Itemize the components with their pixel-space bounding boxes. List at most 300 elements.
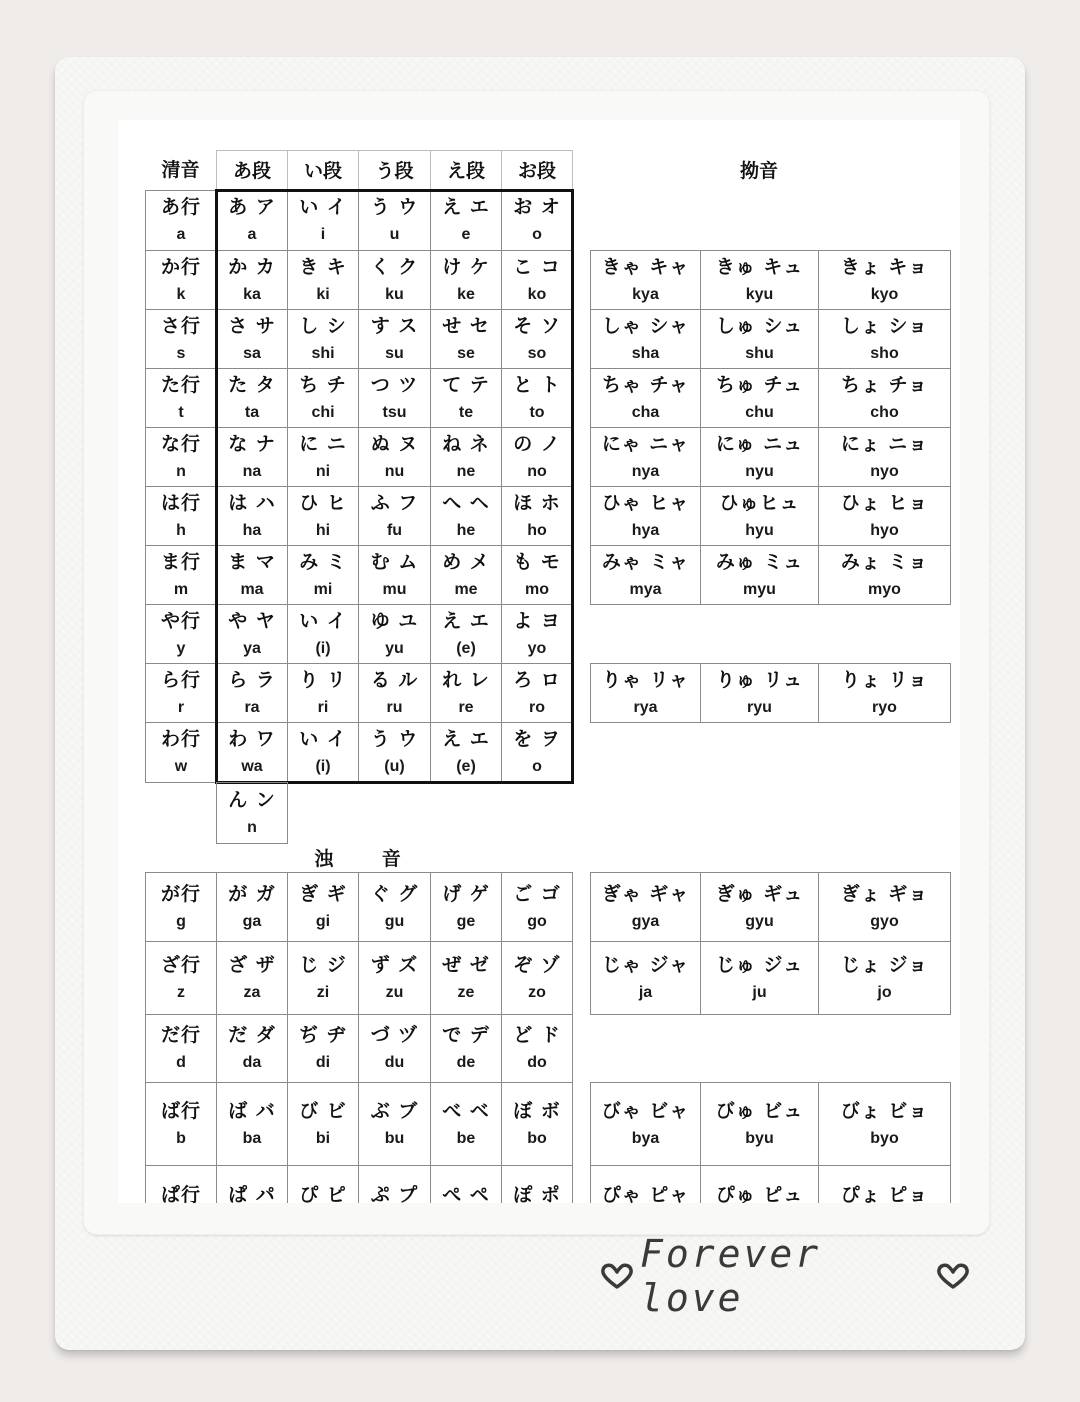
romaji-text: u — [389, 226, 400, 243]
kana-text: え エ — [442, 196, 490, 218]
row-label — [145, 1014, 217, 1083]
column-header — [358, 150, 431, 191]
romaji-text: byu — [745, 1129, 774, 1147]
kana-text: ぴ ピ — [299, 1183, 347, 1203]
romaji-text: hyu — [745, 521, 774, 539]
kana-cell — [501, 190, 573, 251]
kana-text: ぎ ギ — [299, 882, 347, 905]
kana-text: か行 — [160, 255, 201, 278]
kana-cell — [216, 1014, 288, 1083]
romaji-text: (e) — [456, 639, 476, 657]
yoon-cell — [700, 427, 819, 487]
yoon-cell — [700, 1165, 819, 1203]
romaji-text: bi — [315, 1129, 331, 1147]
kana-text: ぢ ヂ — [299, 1024, 347, 1046]
kana-cell — [430, 250, 502, 310]
row-label — [145, 941, 217, 1015]
kana-cell — [430, 427, 502, 487]
kana-cell — [501, 1014, 573, 1083]
romaji-text: ma — [240, 580, 264, 598]
romaji-text: ko — [527, 285, 547, 303]
kana-text: け ケ — [442, 255, 490, 278]
romaji-text: k — [176, 285, 186, 303]
dakuon-title-text: 浊 音 — [314, 847, 403, 870]
yoon-cell — [818, 1082, 951, 1166]
row-label — [145, 427, 217, 487]
kana-cell — [430, 545, 502, 605]
romaji-text: bo — [527, 1129, 547, 1147]
kana-cell — [358, 604, 431, 664]
kana-text: え エ — [442, 609, 490, 632]
romaji-text: ho — [527, 521, 547, 539]
romaji-text: kyo — [870, 285, 899, 303]
heart-icon — [936, 1262, 970, 1290]
kana-text: にゃ ニャ — [601, 432, 690, 455]
romaji-text: ryo — [872, 698, 897, 716]
romaji-text: nyu — [745, 462, 774, 480]
kana-cell — [501, 1082, 573, 1166]
romaji-text: ze — [457, 983, 475, 1001]
kana-text: の ノ — [513, 432, 561, 455]
yoon-cell — [700, 250, 819, 310]
kana-cell — [501, 368, 573, 428]
kana-text: ぴゃ ピャ — [601, 1183, 690, 1203]
kana-text: み ミ — [299, 550, 347, 573]
romaji-text: ka — [243, 285, 261, 303]
romaji-text: di — [315, 1054, 331, 1071]
kana-text: ぱ行 — [160, 1183, 201, 1203]
romaji-text: gu — [384, 912, 405, 930]
kana-cell — [430, 368, 502, 428]
kana-cell — [358, 722, 431, 783]
kana-text: ひゅヒュ — [719, 491, 800, 514]
kana-text: じ ジ — [299, 953, 347, 976]
column-header — [216, 150, 288, 191]
kana-cell — [287, 309, 359, 369]
kana-text: ぼ ボ — [513, 1099, 561, 1122]
romaji-text: e — [461, 226, 471, 243]
kana-text: みゃ ミャ — [601, 550, 690, 573]
romaji-text: te — [458, 403, 474, 421]
kana-cell — [430, 190, 502, 251]
kana-text: こ コ — [513, 255, 561, 278]
kana-text: む ム — [370, 550, 419, 573]
romaji-text: gyo — [870, 912, 899, 930]
kana-cell — [358, 368, 431, 428]
kana-text: れ レ — [442, 668, 490, 691]
romaji-text: ja — [638, 983, 653, 1001]
romaji-text: n — [176, 462, 186, 480]
kana-cell — [358, 545, 431, 605]
romaji-text: mya — [629, 580, 662, 598]
romaji-text: yo — [527, 639, 547, 657]
kana-cell — [358, 250, 431, 310]
romaji-text: t — [178, 403, 184, 421]
romaji-text: re — [458, 698, 474, 716]
kana-text: りょ リョ — [840, 668, 929, 691]
romaji-text: n — [247, 818, 257, 836]
kana-text: ぶ ブ — [370, 1099, 419, 1122]
kana-text: べ ベ — [442, 1099, 490, 1122]
yoon-cell — [590, 545, 701, 605]
kana-text: え エ — [442, 728, 490, 750]
romaji-text: jo — [877, 983, 892, 1001]
kana-text: が行 — [160, 882, 201, 905]
kana-text: ぎょ ギョ — [840, 882, 929, 905]
kana-cell — [216, 1165, 288, 1203]
kana-text: ら ラ — [228, 668, 276, 691]
romaji-text: ro — [529, 698, 545, 716]
column-header — [501, 150, 573, 191]
kana-text: つ ツ — [370, 373, 419, 396]
kana-cell — [287, 190, 359, 251]
kana-cell — [216, 663, 288, 723]
kana-text: ら行 — [160, 668, 201, 691]
romaji-text: a — [247, 226, 257, 243]
kana-text: ば行 — [160, 1099, 201, 1122]
row-label — [145, 190, 217, 251]
romaji-text: ju — [752, 983, 767, 1001]
kana-cell — [430, 486, 502, 546]
kana-text: ぷ プ — [370, 1183, 419, 1203]
kana-text: しょ ショ — [840, 314, 929, 337]
romaji-text: b — [176, 1129, 186, 1147]
romaji-text: w — [174, 758, 188, 775]
romaji-text: ki — [316, 285, 330, 303]
yoon-cell — [700, 1082, 819, 1166]
kana-text: へ ヘ — [442, 491, 490, 514]
kana-text: く ク — [370, 255, 419, 278]
kana-text: ど ド — [513, 1024, 561, 1046]
kana-cell — [430, 309, 502, 369]
romaji-text: kyu — [745, 285, 774, 303]
kana-text: と ト — [513, 373, 561, 396]
kana-text: た タ — [228, 373, 276, 396]
romaji-text: no — [527, 462, 547, 480]
column-header-text: あ段 — [232, 159, 271, 182]
kana-text: ざ行 — [160, 953, 201, 976]
romaji-text: o — [532, 226, 542, 243]
kana-cell — [216, 309, 288, 369]
romaji-text: hi — [315, 521, 331, 539]
kana-text: しゃ シャ — [601, 314, 690, 337]
yoon-cell — [818, 941, 951, 1015]
kana-text: ん ン — [228, 788, 276, 811]
kana-text: は行 — [160, 491, 201, 514]
kana-text: な行 — [160, 432, 201, 455]
kana-text: ず ズ — [370, 953, 419, 976]
kana-cell — [216, 427, 288, 487]
kana-text: りゃ リャ — [601, 668, 690, 691]
kana-text: ひ ヒ — [299, 491, 347, 514]
kana-text: じゃ ジャ — [601, 953, 690, 976]
yoon-cell — [590, 250, 701, 310]
romaji-text: to — [529, 403, 545, 421]
romaji-text: he — [456, 521, 476, 539]
kana-text: びゃ ビャ — [601, 1099, 690, 1122]
romaji-text: go — [527, 912, 547, 930]
kana-cell — [216, 1082, 288, 1166]
kana-text: ひょ ヒョ — [840, 491, 929, 514]
kana-text: ね ネ — [442, 432, 490, 455]
kana-text: わ ワ — [228, 728, 276, 750]
kana-cell-n — [216, 782, 288, 844]
kana-text: にょ ニョ — [840, 432, 929, 455]
romaji-text: tsu — [382, 403, 407, 421]
romaji-text: du — [384, 1054, 405, 1071]
yoon-cell — [818, 663, 951, 723]
kana-text: う ウ — [370, 728, 419, 750]
kana-text: せ セ — [442, 314, 490, 337]
romaji-text: wa — [241, 758, 263, 775]
yoon-cell — [818, 872, 951, 942]
kana-cell — [358, 872, 431, 942]
yoon-cell — [818, 545, 951, 605]
kana-text: びょ ビョ — [840, 1099, 929, 1122]
yoon-cell — [818, 250, 951, 310]
romaji-text: na — [242, 462, 262, 480]
romaji-text: a — [176, 226, 186, 243]
kana-text: ろ ロ — [513, 668, 561, 691]
romaji-text: mu — [382, 580, 407, 598]
romaji-text: (e) — [456, 758, 476, 775]
row-label — [145, 1082, 217, 1166]
kana-text: や行 — [160, 609, 201, 632]
romaji-text: (i) — [315, 758, 331, 775]
romaji-text: kya — [632, 285, 659, 303]
kana-text: で デ — [442, 1024, 490, 1046]
yoon-cell — [590, 872, 701, 942]
kana-cell — [287, 604, 359, 664]
kana-text: い イ — [299, 609, 347, 632]
kana-cell — [501, 941, 573, 1015]
romaji-text: ba — [242, 1129, 262, 1147]
romaji-text: sha — [631, 344, 660, 362]
romaji-text: ge — [456, 912, 476, 930]
romaji-text: ryu — [747, 698, 772, 716]
kana-text: な ナ — [228, 432, 276, 455]
kana-text: ぴょ ピョ — [840, 1183, 929, 1203]
column-header-text: い段 — [303, 159, 342, 182]
yoon-cell — [818, 427, 951, 487]
heart-icon — [600, 1262, 634, 1290]
kana-text: ち チ — [299, 373, 347, 396]
kana-text: じょ ジョ — [840, 953, 929, 976]
kana-cell — [358, 1082, 431, 1166]
column-header-text: え段 — [446, 159, 485, 182]
kana-cell — [216, 722, 288, 783]
kana-text: や ヤ — [228, 609, 276, 632]
romaji-text: ne — [456, 462, 476, 480]
kana-text: が ガ — [228, 882, 276, 905]
romaji-text: da — [242, 1054, 262, 1071]
kana-text: あ行 — [160, 196, 201, 218]
kana-text: げ ゲ — [442, 882, 490, 905]
romaji-text: hya — [631, 521, 660, 539]
kana-cell — [216, 486, 288, 546]
kana-cell — [216, 250, 288, 310]
romaji-text: fu — [386, 521, 403, 539]
romaji-text: bu — [384, 1129, 405, 1147]
romaji-text: ga — [242, 912, 262, 930]
yoon-cell — [818, 368, 951, 428]
kana-text: きゃ キャ — [601, 255, 690, 278]
kana-cell — [430, 1082, 502, 1166]
romaji-text: do — [527, 1054, 547, 1071]
kana-text: は ハ — [228, 491, 276, 514]
kana-text: う ウ — [370, 196, 419, 218]
yoon-cell — [590, 309, 701, 369]
kana-text: ぐ グ — [370, 882, 419, 905]
kana-text: ちゅ チュ — [715, 373, 804, 396]
kana-text: みゅ ミュ — [715, 550, 804, 573]
dakuon-title — [287, 845, 430, 873]
kana-text: ぽ ポ — [513, 1183, 561, 1203]
yoon-cell — [590, 663, 701, 723]
frame-caption — [600, 1232, 970, 1320]
kana-text: て テ — [442, 373, 490, 396]
yoon-cell — [590, 1165, 701, 1203]
romaji-text: o — [532, 758, 542, 775]
yoon-cell — [590, 427, 701, 487]
romaji-text: i — [320, 226, 326, 243]
romaji-text: gya — [631, 912, 660, 930]
kana-text: きゅ キュ — [715, 255, 804, 278]
kana-text: し シ — [299, 314, 347, 337]
kana-text: りゅ リュ — [715, 668, 804, 691]
kana-text: きょ キョ — [840, 255, 929, 278]
kana-text: ちょ チョ — [840, 373, 929, 396]
row-label — [145, 486, 217, 546]
kana-text: ば バ — [228, 1099, 276, 1122]
row-label — [145, 1165, 217, 1203]
romaji-text: s — [176, 344, 186, 362]
kana-cell — [501, 604, 573, 664]
romaji-text: su — [385, 344, 404, 362]
kana-text: ざ ザ — [228, 953, 276, 976]
kana-text: す ス — [370, 314, 419, 337]
romaji-text: cho — [870, 403, 899, 421]
kana-text: ぎゅ ギュ — [715, 882, 804, 905]
kana-cell — [287, 545, 359, 605]
row-label — [145, 368, 217, 428]
kana-cell — [430, 872, 502, 942]
kana-text: そ ソ — [513, 314, 561, 337]
kana-text: づ ヅ — [370, 1024, 419, 1046]
kana-cell — [430, 1165, 502, 1203]
kana-cell — [358, 190, 431, 251]
kana-cell — [501, 545, 573, 605]
yoon-cell — [818, 1165, 951, 1203]
romaji-text: m — [173, 580, 189, 598]
kana-text: る ル — [370, 668, 419, 691]
row-label — [145, 663, 217, 723]
kana-text: ご ゴ — [513, 882, 561, 905]
romaji-text: bya — [631, 1129, 660, 1147]
kana-text: お オ — [513, 196, 561, 218]
romaji-text: rya — [633, 698, 658, 716]
kana-cell — [501, 309, 573, 369]
yoon-title-text: 拗音 — [739, 159, 778, 182]
row-label — [145, 250, 217, 310]
kana-text: き キ — [299, 255, 347, 278]
kana-text: ぞ ゾ — [513, 953, 561, 976]
romaji-text: ri — [317, 698, 329, 716]
kana-cell — [430, 1014, 502, 1083]
romaji-text: nyo — [870, 462, 899, 480]
romaji-text: be — [456, 1129, 476, 1147]
romaji-text: ha — [242, 521, 262, 539]
kana-cell — [287, 1014, 359, 1083]
kana-cell — [287, 722, 359, 783]
yoon-cell — [590, 368, 701, 428]
romaji-text: ni — [315, 462, 331, 480]
kana-cell — [287, 941, 359, 1015]
row-label — [145, 872, 217, 942]
kana-cell — [501, 872, 573, 942]
row-label — [145, 722, 217, 783]
caption-text: Forever love — [640, 1232, 822, 1320]
kana-cell — [216, 545, 288, 605]
yoon-cell — [700, 486, 819, 546]
yoon-title — [700, 152, 818, 190]
romaji-text: sho — [870, 344, 899, 362]
kana-cell — [358, 1165, 431, 1203]
romaji-text: chu — [745, 403, 774, 421]
kana-text: を ヲ — [513, 728, 561, 750]
column-header — [430, 150, 502, 191]
romaji-text: zu — [385, 983, 404, 1001]
kana-text: り リ — [299, 668, 347, 691]
kana-text: ぴゅ ピュ — [715, 1183, 804, 1203]
kana-cell — [287, 368, 359, 428]
romaji-text: ya — [243, 639, 261, 657]
kana-text: た行 — [160, 373, 201, 396]
kana-text: ふ フ — [370, 491, 419, 514]
romaji-text: ke — [457, 285, 475, 303]
yoon-cell — [590, 1082, 701, 1166]
romaji-text: ra — [244, 698, 260, 716]
kana-cell — [501, 486, 573, 546]
kana-text: ほ ホ — [513, 491, 561, 514]
romaji-text: d — [176, 1054, 186, 1071]
romaji-text: ku — [385, 285, 404, 303]
romaji-text: (i) — [315, 639, 331, 657]
kana-text: ぜ ゼ — [442, 953, 490, 976]
romaji-text: shi — [311, 344, 335, 362]
kana-cell — [287, 1165, 359, 1203]
kana-cell — [501, 663, 573, 723]
romaji-text: shu — [745, 344, 774, 362]
kana-text: め メ — [442, 550, 490, 573]
romaji-text: ta — [244, 403, 260, 421]
kana-cell — [216, 604, 288, 664]
row-label — [145, 545, 217, 605]
kana-cell — [430, 941, 502, 1015]
row-label — [145, 604, 217, 664]
romaji-text: chi — [311, 403, 335, 421]
kana-text: ぱ パ — [228, 1183, 276, 1203]
yoon-cell — [700, 872, 819, 942]
kana-cell — [287, 663, 359, 723]
yoon-cell — [590, 941, 701, 1015]
kana-cell — [287, 1082, 359, 1166]
romaji-text: cha — [631, 403, 660, 421]
yoon-cell — [700, 545, 819, 605]
romaji-text: h — [176, 521, 186, 539]
kana-cell — [216, 368, 288, 428]
yoon-cell — [700, 663, 819, 723]
